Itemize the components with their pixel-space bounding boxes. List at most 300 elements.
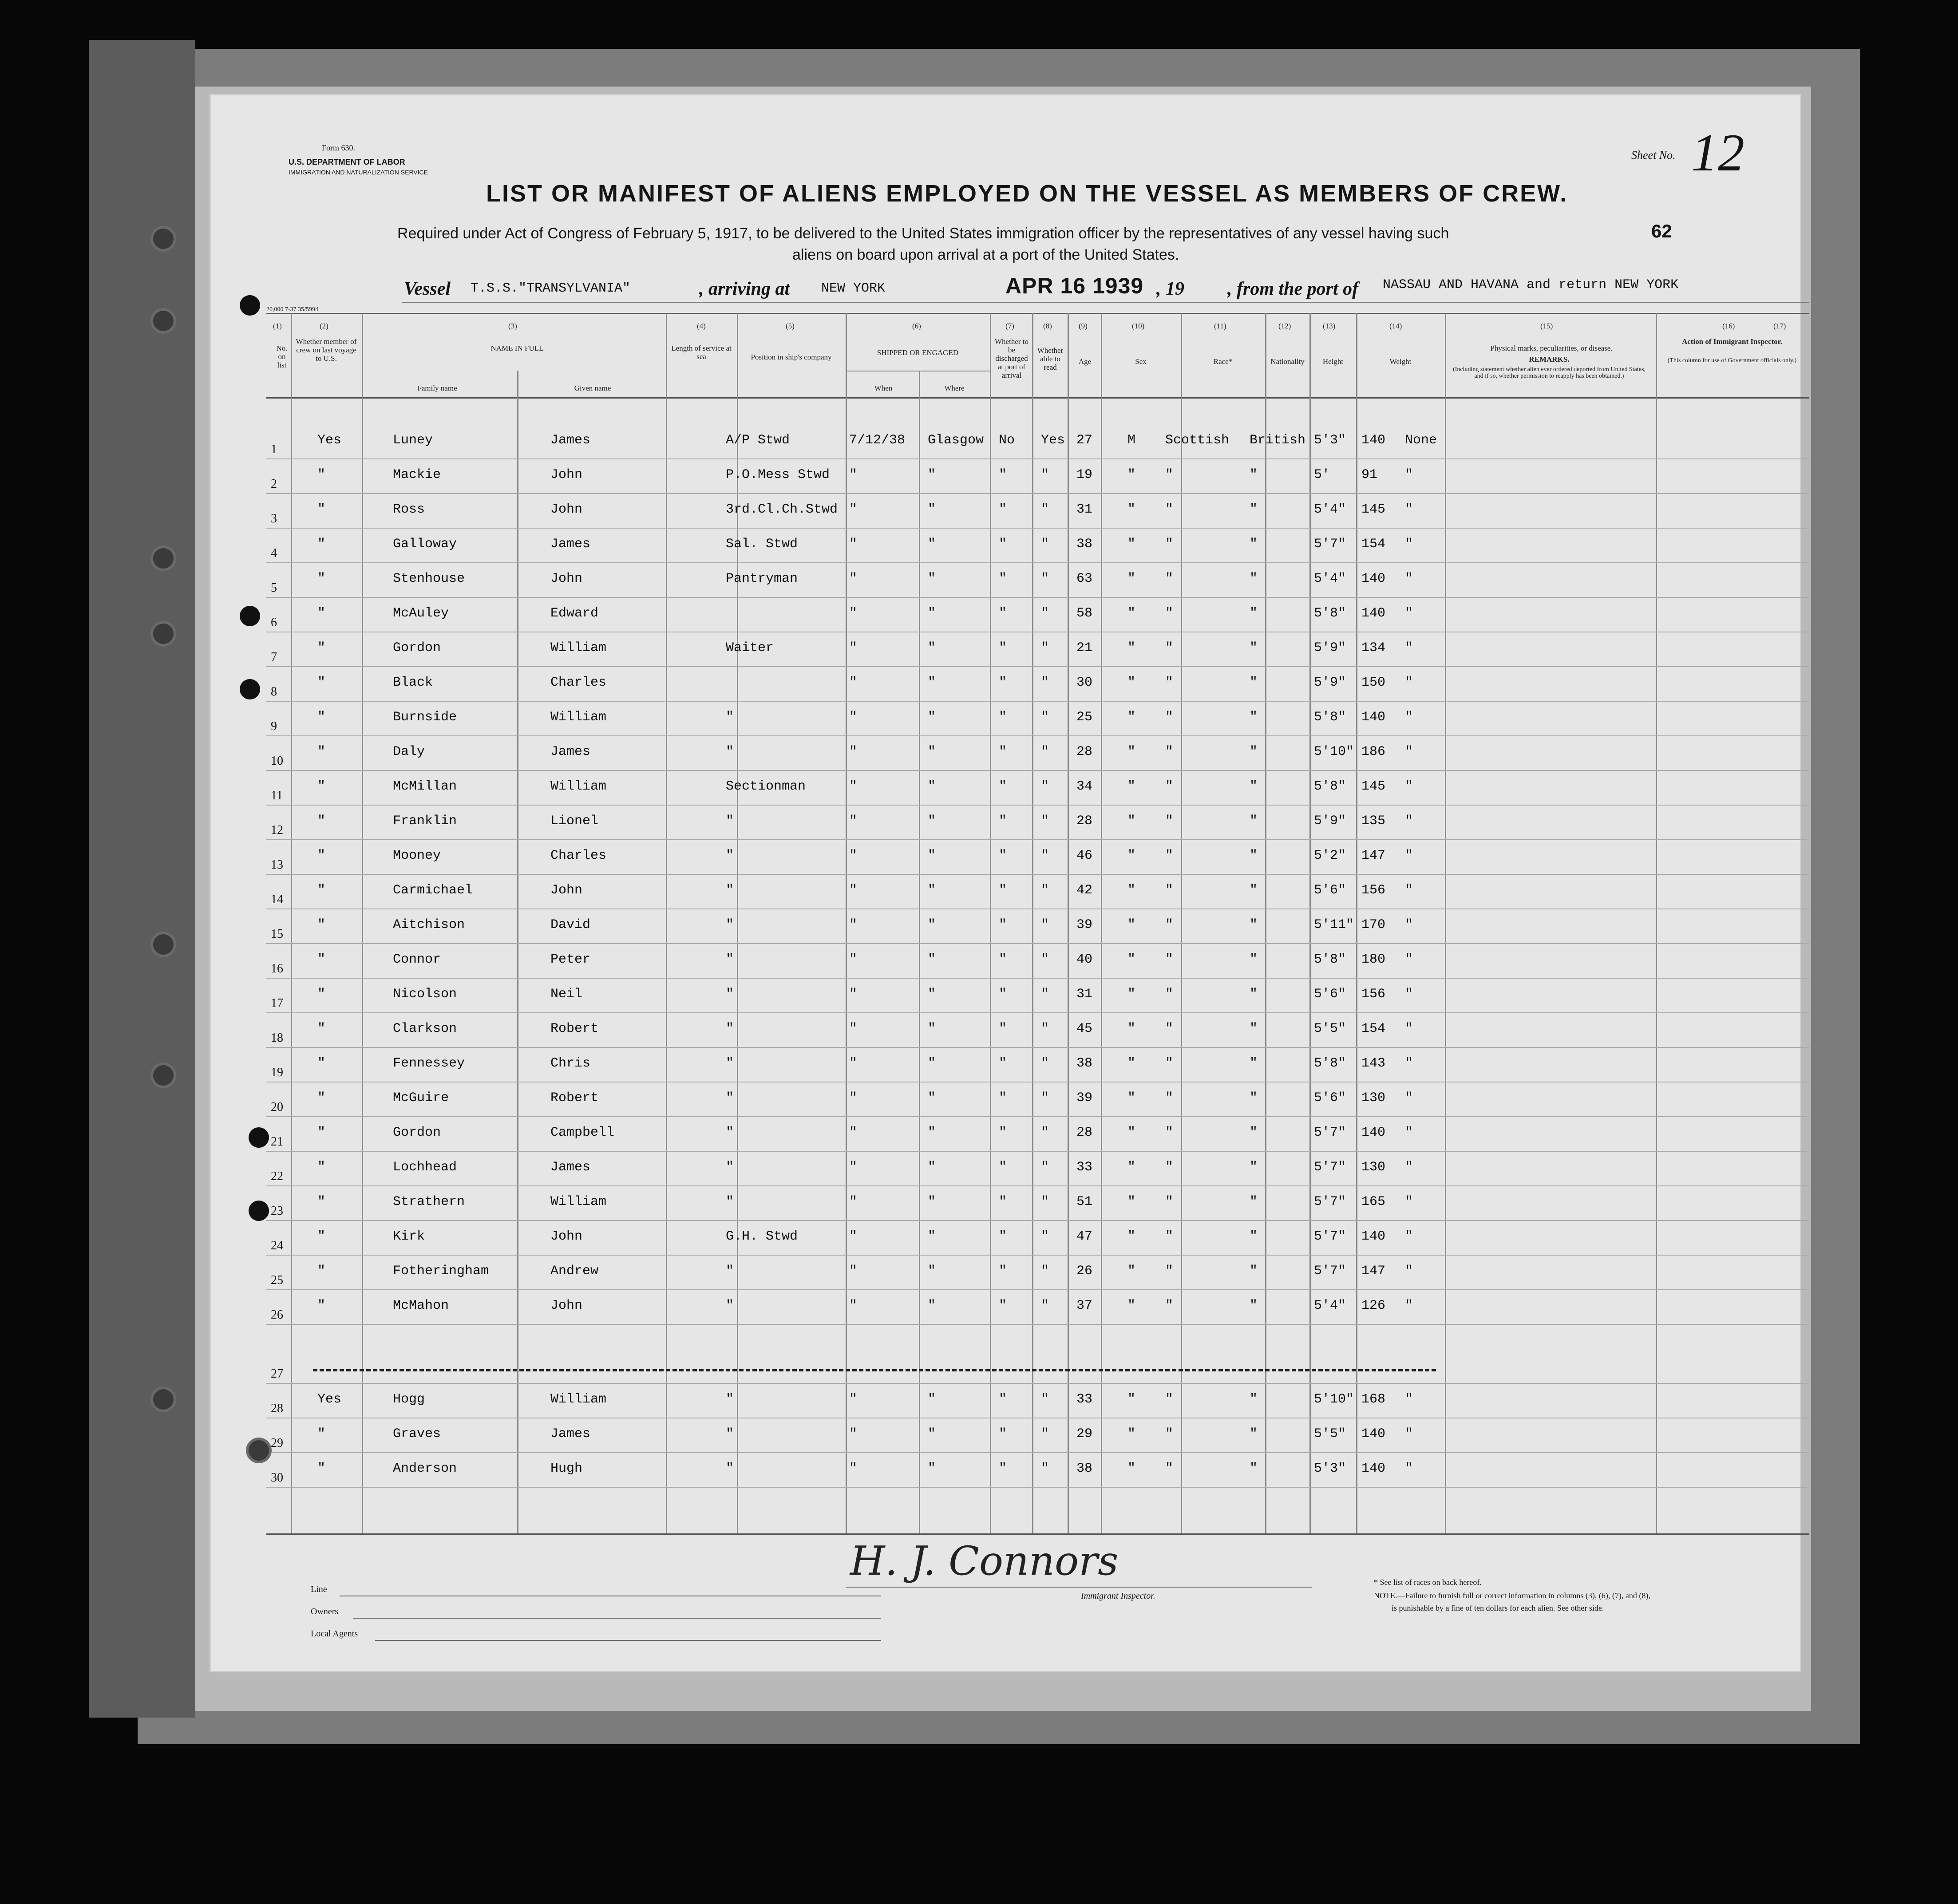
race-cell: " <box>1165 814 1174 829</box>
physical-marks-cell: " <box>1405 675 1413 690</box>
shipped-where-cell: " <box>928 675 936 690</box>
sheet-number: 12 <box>1691 123 1744 182</box>
discharged-cell: " <box>999 502 1007 517</box>
discharged-cell: " <box>999 814 1007 829</box>
family-name-cell: Daly <box>393 744 425 759</box>
row-rule <box>266 597 1809 598</box>
nationality-cell: " <box>1250 883 1258 898</box>
row-rule <box>266 874 1809 875</box>
col-header-height: Height <box>1322 357 1344 366</box>
able-to-read-cell: " <box>1041 779 1049 794</box>
col-num-11: (11) <box>1214 322 1226 330</box>
race-cell: " <box>1165 1194 1174 1209</box>
prev-voyage-cell: " <box>317 1056 326 1071</box>
family-name-cell: Burnside <box>393 710 457 725</box>
shipped-when-cell: " <box>849 1229 858 1244</box>
col-num-13: (13) <box>1323 322 1336 330</box>
sex-cell: " <box>1127 779 1136 794</box>
prev-voyage-cell: " <box>317 883 326 898</box>
given-name-cell: William <box>550 1392 607 1407</box>
sex-cell: " <box>1127 1264 1136 1279</box>
physical-marks-cell: " <box>1405 606 1413 621</box>
weight-cell: 126 <box>1361 1298 1386 1313</box>
sex-cell: " <box>1127 1090 1136 1106</box>
row-number: 6 <box>271 616 277 629</box>
height-cell: 5'10" <box>1314 744 1354 759</box>
row-number: 28 <box>271 1402 283 1415</box>
physical-marks-cell: " <box>1405 1461 1413 1476</box>
weight-cell: 140 <box>1361 1426 1386 1442</box>
row-rule <box>266 1151 1809 1152</box>
col-line <box>1101 313 1102 1533</box>
position-cell: Waiter <box>726 640 774 656</box>
sex-cell: " <box>1127 606 1136 621</box>
shipped-where-cell: Glasgow <box>928 433 984 448</box>
position-cell: G.H. Stwd <box>726 1229 798 1244</box>
col-line <box>1068 313 1069 1533</box>
able-to-read-cell: " <box>1041 917 1049 932</box>
physical-marks-cell: " <box>1405 1426 1413 1442</box>
row-rule <box>266 978 1809 979</box>
given-name-cell: James <box>550 537 591 552</box>
age-cell: 40 <box>1076 952 1093 967</box>
col-header-shipped: SHIPPED OR ENGAGED <box>877 348 959 357</box>
sheet-label: Sheet No. <box>1631 149 1676 162</box>
col-header-where: Where <box>944 384 965 392</box>
shipped-when-cell: " <box>849 571 858 586</box>
physical-marks-cell: " <box>1405 710 1413 725</box>
weight-cell: 130 <box>1361 1160 1386 1175</box>
shipped-when-cell: " <box>849 1125 858 1140</box>
row-rule <box>266 805 1809 806</box>
shipped-where-cell: " <box>928 1392 936 1407</box>
col-header-race: Race* <box>1213 357 1233 366</box>
age-cell: 38 <box>1076 537 1093 552</box>
row-rule <box>266 1487 1809 1488</box>
shipped-where-cell: " <box>928 1056 936 1071</box>
row-number: 19 <box>271 1066 283 1079</box>
position-cell: " <box>726 1426 734 1442</box>
race-cell: " <box>1165 710 1174 725</box>
family-name-cell: Mooney <box>393 848 441 863</box>
col-header-length: Length of service at sea <box>671 344 732 361</box>
able-to-read-cell: " <box>1041 1021 1049 1036</box>
able-to-read-cell: " <box>1041 1194 1049 1209</box>
weight-cell: 134 <box>1361 640 1386 656</box>
col-header-no: No. on list <box>276 344 288 369</box>
position-cell: Pantryman <box>726 571 798 586</box>
position-cell: " <box>726 1392 734 1407</box>
able-to-read-cell: Yes <box>1041 433 1065 448</box>
given-name-cell: William <box>550 710 607 725</box>
table-top-rule <box>266 313 1809 314</box>
able-to-read-cell: " <box>1041 675 1049 690</box>
subtitle-line-2: aliens on board upon arrival at a port of the United States. <box>792 246 1179 263</box>
col-header-age: Age <box>1078 357 1092 366</box>
weight-cell: 168 <box>1361 1392 1386 1407</box>
nationality-cell: " <box>1250 1426 1258 1442</box>
sex-cell: " <box>1127 744 1136 759</box>
race-cell: " <box>1165 1160 1174 1175</box>
row-number: 16 <box>271 962 283 976</box>
age-cell: 46 <box>1076 848 1093 863</box>
position-cell: " <box>726 814 734 829</box>
row-rule <box>266 666 1809 667</box>
race-cell: " <box>1165 779 1174 794</box>
given-name-cell: Lionel <box>550 814 599 829</box>
shipped-where-cell: " <box>928 1194 936 1209</box>
able-to-read-cell: " <box>1041 952 1049 967</box>
binder-hole <box>153 624 174 644</box>
col-line <box>517 371 518 1533</box>
weight-cell: 147 <box>1361 848 1386 863</box>
prev-voyage-cell: " <box>317 1264 326 1279</box>
shipped-where-cell: " <box>928 1461 936 1476</box>
prev-voyage-cell: " <box>317 640 326 656</box>
height-cell: 5'8" <box>1314 606 1346 621</box>
col-line <box>1032 313 1033 1533</box>
family-name-cell: Gordon <box>393 1125 441 1140</box>
age-cell: 39 <box>1076 917 1093 932</box>
col-line <box>291 313 292 1533</box>
family-name-cell: Graves <box>393 1426 441 1442</box>
discharged-cell: " <box>999 467 1007 482</box>
position-cell: " <box>726 1160 734 1175</box>
row-rule <box>266 528 1809 529</box>
position-cell: " <box>726 883 734 898</box>
prev-voyage-cell: " <box>317 1229 326 1244</box>
age-cell: 47 <box>1076 1229 1093 1244</box>
weight-cell: 135 <box>1361 814 1386 829</box>
physical-marks-cell: " <box>1405 1194 1413 1209</box>
col-header-action: Action of Immigrant Inspector. <box>1681 337 1783 346</box>
col-line <box>1309 313 1311 1533</box>
prev-voyage-cell: " <box>317 744 326 759</box>
col-header-family: Family name <box>417 384 457 392</box>
nationality-cell: " <box>1250 571 1258 586</box>
row-number: 23 <box>271 1204 283 1218</box>
given-name-cell: Chris <box>550 1056 591 1071</box>
family-name-cell: Carmichael <box>393 883 473 898</box>
shipped-when-cell: " <box>849 987 858 1002</box>
row-number: 13 <box>271 858 283 872</box>
physical-marks-cell: " <box>1405 467 1413 482</box>
row-number: 22 <box>271 1169 283 1183</box>
vessel-line-rule <box>402 302 1809 303</box>
col-header-remarks-note: (Including statement whether alien ever ordered deported from United States, and if so, whether permission to reapply has been obtained.) <box>1453 366 1646 379</box>
nationality-cell: " <box>1250 744 1258 759</box>
row-rule <box>266 839 1809 840</box>
row-number: 25 <box>271 1273 283 1287</box>
prev-voyage-cell: " <box>317 502 326 517</box>
position-cell: " <box>726 1056 734 1071</box>
age-cell: 38 <box>1076 1056 1093 1071</box>
binder-hole <box>240 679 260 699</box>
nationality-cell: " <box>1250 917 1258 932</box>
prev-voyage-cell: " <box>317 1021 326 1036</box>
shipped-when-cell: 7/12/38 <box>849 433 906 448</box>
binder-hole <box>153 229 174 249</box>
sex-cell: M <box>1127 433 1136 448</box>
nationality-cell: " <box>1250 1298 1258 1313</box>
given-name-cell: John <box>550 883 583 898</box>
sex-cell: " <box>1127 537 1136 552</box>
owners-label: Owners <box>311 1607 339 1616</box>
row-rule <box>266 1452 1809 1453</box>
position-cell: Sal. Stwd <box>726 537 798 552</box>
family-name-cell: Gordon <box>393 640 441 656</box>
nationality-cell: " <box>1250 537 1258 552</box>
vessel-name: T.S.S."TRANSYLVANIA" <box>471 281 631 296</box>
physical-marks-cell: " <box>1405 1160 1413 1175</box>
shipped-when-cell: " <box>849 640 858 656</box>
page-title: LIST OR MANIFEST OF ALIENS EMPLOYED ON THE VESSEL AS MEMBERS OF CREW. <box>486 180 1568 207</box>
height-cell: 5'4" <box>1314 502 1346 517</box>
race-cell: " <box>1165 1125 1174 1140</box>
sex-cell: " <box>1127 883 1136 898</box>
col-line <box>1656 313 1657 1533</box>
given-name-cell: William <box>550 640 607 656</box>
height-cell: 5'6" <box>1314 883 1346 898</box>
nationality-cell: " <box>1250 1229 1258 1244</box>
given-name-cell: Andrew <box>550 1264 599 1279</box>
given-name-cell: Charles <box>550 675 607 690</box>
nationality-cell: " <box>1250 1160 1258 1175</box>
position-cell: " <box>726 1125 734 1140</box>
shipped-when-cell: " <box>849 1090 858 1106</box>
col-header-given: Given name <box>574 384 611 392</box>
race-cell: " <box>1165 1392 1174 1407</box>
row-number: 18 <box>271 1031 283 1045</box>
nationality-cell: " <box>1250 467 1258 482</box>
section-separator <box>313 1369 1436 1371</box>
position-cell: P.O.Mess Stwd <box>726 467 830 482</box>
given-name-cell: Robert <box>550 1090 599 1106</box>
binder-hole <box>240 295 260 316</box>
height-cell: 5'3" <box>1314 433 1346 448</box>
able-to-read-cell: " <box>1041 1160 1049 1175</box>
row-number: 24 <box>271 1239 283 1252</box>
given-name-cell: James <box>550 1426 591 1442</box>
family-name-cell: Fotheringham <box>393 1264 489 1279</box>
shipped-where-cell: " <box>928 467 936 482</box>
discharged-cell: " <box>999 606 1007 621</box>
age-cell: 33 <box>1076 1160 1093 1175</box>
row-rule <box>266 1047 1809 1048</box>
weight-cell: 154 <box>1361 537 1386 552</box>
physical-marks-cell: " <box>1405 848 1413 863</box>
prev-voyage-cell: " <box>317 675 326 690</box>
position-cell: " <box>726 1264 734 1279</box>
row-number: 3 <box>271 512 277 525</box>
nationality-cell: " <box>1250 987 1258 1002</box>
family-name-cell: Hogg <box>393 1392 425 1407</box>
prev-voyage-cell: " <box>317 1426 326 1442</box>
age-cell: 21 <box>1076 640 1093 656</box>
row-rule <box>266 1012 1809 1013</box>
age-cell: 33 <box>1076 1392 1093 1407</box>
physical-marks-cell: " <box>1405 1021 1413 1036</box>
position-cell: 3rd.Cl.Ch.Stwd <box>726 502 838 517</box>
col-num-6: (6) <box>912 322 921 330</box>
shipped-where-cell: " <box>928 848 936 863</box>
shipped-where-cell: " <box>928 1298 936 1313</box>
able-to-read-cell: " <box>1041 467 1049 482</box>
table-bottom-rule <box>266 1533 1809 1535</box>
discharged-cell: " <box>999 1090 1007 1106</box>
weight-cell: 140 <box>1361 571 1386 586</box>
height-cell: 5'9" <box>1314 640 1346 656</box>
discharged-cell: " <box>999 1392 1007 1407</box>
height-cell: 5'11" <box>1314 917 1354 932</box>
physical-marks-cell: " <box>1405 502 1413 517</box>
weight-cell: 143 <box>1361 1056 1386 1071</box>
age-cell: 28 <box>1076 744 1093 759</box>
height-cell: 5'5" <box>1314 1426 1346 1442</box>
shipped-when-cell: " <box>849 744 858 759</box>
height-cell: 5'8" <box>1314 710 1346 725</box>
nationality-cell: " <box>1250 710 1258 725</box>
weight-cell: 150 <box>1361 675 1386 690</box>
given-name-cell: William <box>550 1194 607 1209</box>
physical-marks-cell: " <box>1405 1264 1413 1279</box>
weight-cell: 140 <box>1361 1125 1386 1140</box>
prev-voyage-cell: " <box>317 606 326 621</box>
discharged-cell: " <box>999 675 1007 690</box>
binder-hole <box>249 1201 269 1221</box>
shipped-where-cell: " <box>928 1125 936 1140</box>
discharged-cell: " <box>999 848 1007 863</box>
row-rule <box>266 1324 1809 1325</box>
race-cell: " <box>1165 675 1174 690</box>
race-cell: " <box>1165 1090 1174 1106</box>
shipped-when-cell: " <box>849 1392 858 1407</box>
prev-voyage-cell: " <box>317 1194 326 1209</box>
given-name-cell: Charles <box>550 848 607 863</box>
given-name-cell: Robert <box>550 1021 599 1036</box>
physical-marks-cell: " <box>1405 917 1413 932</box>
row-number: 21 <box>271 1135 283 1149</box>
age-cell: 34 <box>1076 779 1093 794</box>
family-name-cell: Stenhouse <box>393 571 465 586</box>
discharged-cell: " <box>999 1021 1007 1036</box>
race-cell: " <box>1165 1056 1174 1071</box>
race-cell: " <box>1165 640 1174 656</box>
prev-voyage-cell: " <box>317 710 326 725</box>
nationality-cell: " <box>1250 1090 1258 1106</box>
given-name-cell: Neil <box>550 987 583 1002</box>
race-cell: Scottish <box>1165 433 1230 448</box>
penalty-note-2: is punishable by a fine of ten dollars for each alien. See other side. <box>1392 1604 1604 1612</box>
prev-voyage-cell: " <box>317 1298 326 1313</box>
given-name-cell: John <box>550 502 583 517</box>
col-header-remarks: REMARKS. <box>1529 355 1570 363</box>
shipped-where-cell: " <box>928 1264 936 1279</box>
race-cell: " <box>1165 1229 1174 1244</box>
col-header-discharged: Whether to be discharged at port of arrival <box>995 337 1028 379</box>
row-number: 4 <box>271 546 277 560</box>
family-name-cell: Black <box>393 675 433 690</box>
col-num-15: (15) <box>1540 322 1553 330</box>
physical-marks-cell: " <box>1405 1392 1413 1407</box>
shipped-when-cell: " <box>849 1461 858 1476</box>
discharged-cell: " <box>999 640 1007 656</box>
race-cell: " <box>1165 571 1174 586</box>
position-cell: Sectionman <box>726 779 806 794</box>
row-number: 27 <box>271 1367 283 1381</box>
discharged-cell: " <box>999 883 1007 898</box>
shipped-when-cell: " <box>849 1264 858 1279</box>
weight-cell: 186 <box>1361 744 1386 759</box>
shipped-when-cell: " <box>849 1021 858 1036</box>
col-line <box>919 371 920 1533</box>
physical-marks-cell: None <box>1405 433 1437 448</box>
given-name-cell: Campbell <box>550 1125 615 1140</box>
race-cell: " <box>1165 1298 1174 1313</box>
age-cell: 19 <box>1076 467 1093 482</box>
arriving-label: , arriving at <box>699 279 790 299</box>
position-cell: " <box>726 710 734 725</box>
row-rule <box>266 735 1809 736</box>
weight-cell: 145 <box>1361 502 1386 517</box>
race-cell: " <box>1165 1461 1174 1476</box>
sex-cell: " <box>1127 1229 1136 1244</box>
shipped-when-cell: " <box>849 1298 858 1313</box>
service-name: IMMIGRATION AND NATURALIZATION SERVICE <box>289 169 428 176</box>
row-number: 15 <box>271 927 283 941</box>
able-to-read-cell: " <box>1041 1125 1049 1140</box>
height-cell: 5'7" <box>1314 1160 1346 1175</box>
row-number: 8 <box>271 685 277 699</box>
col-num-14: (14) <box>1389 322 1402 330</box>
row-number: 7 <box>271 650 277 664</box>
sex-cell: " <box>1127 571 1136 586</box>
shipped-where-cell: " <box>928 814 936 829</box>
height-cell: 5'4" <box>1314 1298 1346 1313</box>
physical-marks-cell: " <box>1405 571 1413 586</box>
race-cell: " <box>1165 606 1174 621</box>
row-rule <box>266 458 1809 459</box>
able-to-read-cell: " <box>1041 1461 1049 1476</box>
family-name-cell: Luney <box>393 433 433 448</box>
given-name-cell: Hugh <box>550 1461 583 1476</box>
nationality-cell: " <box>1250 1021 1258 1036</box>
able-to-read-cell: " <box>1041 710 1049 725</box>
shipped-where-cell: " <box>928 537 936 552</box>
able-to-read-cell: " <box>1041 1056 1049 1071</box>
shipped-where-cell: " <box>928 779 936 794</box>
binder-edge <box>89 40 195 1718</box>
inspector-signature: H. J. Connors <box>850 1538 1119 1584</box>
prev-voyage-cell: " <box>317 1461 326 1476</box>
race-cell: " <box>1165 744 1174 759</box>
able-to-read-cell: " <box>1041 1392 1049 1407</box>
shipped-when-cell: " <box>849 1056 858 1071</box>
race-cell: " <box>1165 883 1174 898</box>
department-name: U.S. DEPARTMENT OF LABOR <box>289 158 405 166</box>
discharged-cell: " <box>999 1056 1007 1071</box>
col-num-5: (5) <box>786 322 795 330</box>
sex-cell: " <box>1127 1461 1136 1476</box>
able-to-read-cell: " <box>1041 1264 1049 1279</box>
family-name-cell: McGuire <box>393 1090 449 1106</box>
family-name-cell: Lochhead <box>393 1160 457 1175</box>
binder-hole <box>153 1389 174 1410</box>
height-cell: 5'9" <box>1314 814 1346 829</box>
given-name-cell: Edward <box>550 606 599 621</box>
given-name-cell: John <box>550 1298 583 1313</box>
row-rule <box>266 770 1809 771</box>
